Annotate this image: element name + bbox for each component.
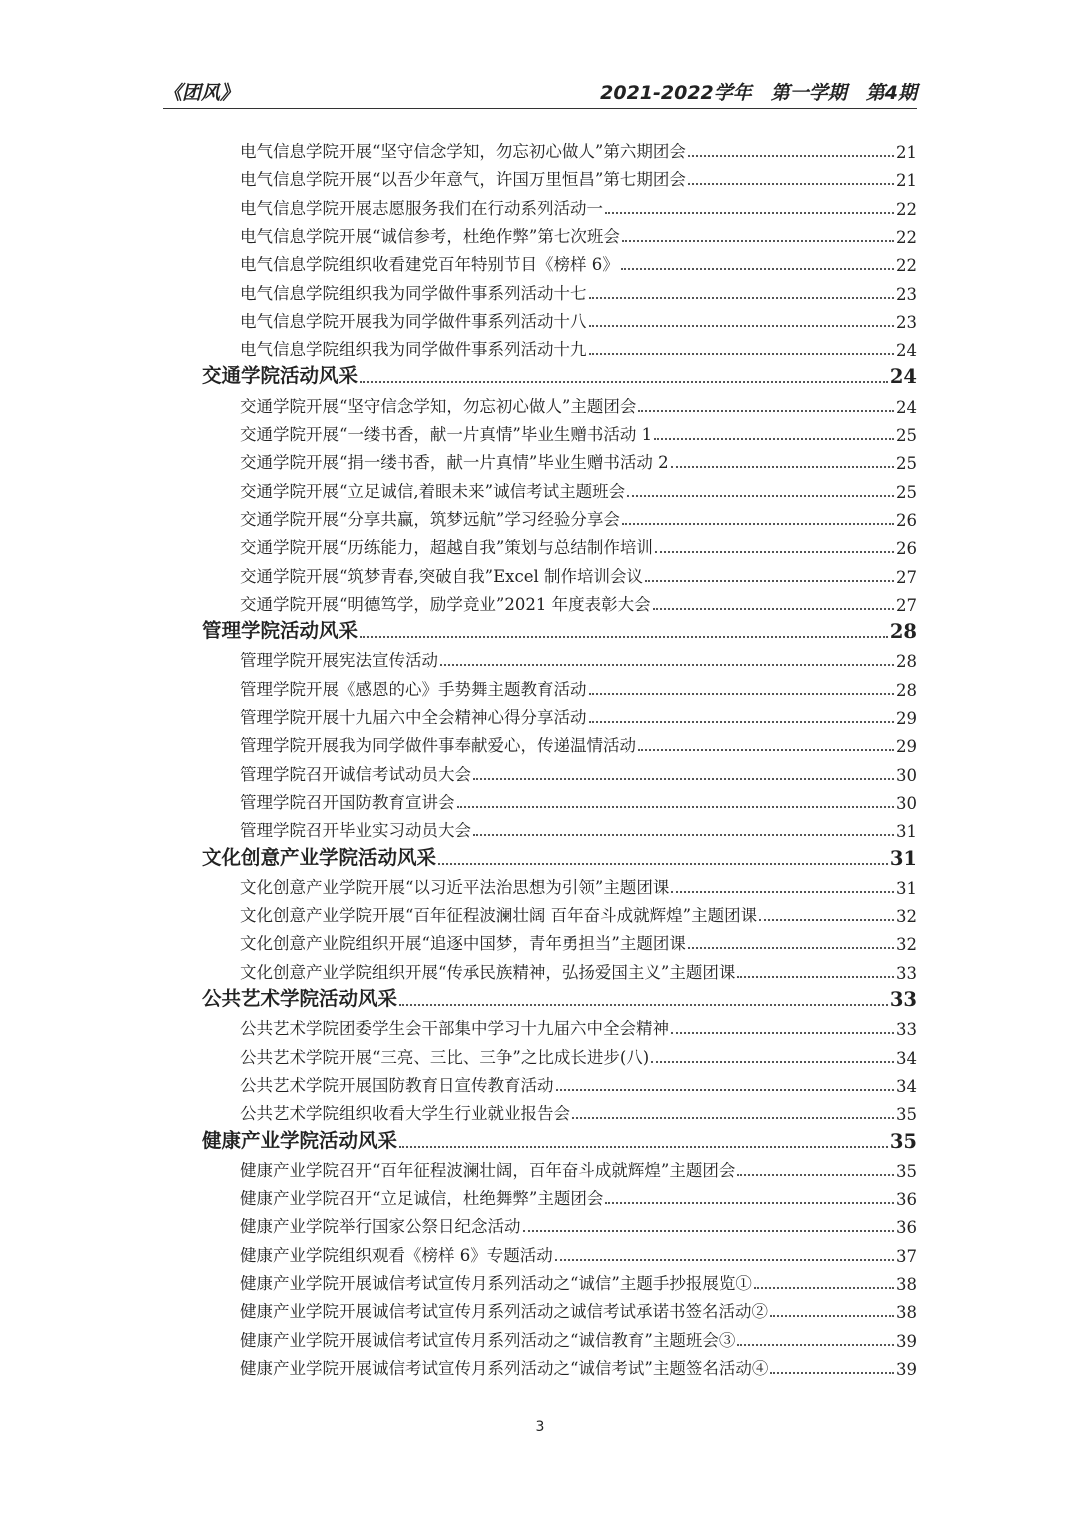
toc-entry-row[interactable] [240, 278, 917, 304]
entry-title: 文化创意产业学院组织开展“传承民族精神，弘扬爱国主义”主题团课 [240, 962, 736, 982]
dot-leader [770, 1315, 894, 1317]
entry-title: 交通学院开展“筑梦青春,突破自我”Excel 制作培训会议 [240, 566, 643, 586]
toc-entry-row[interactable] [240, 730, 917, 756]
page-ref: 32 [896, 935, 917, 955]
entry-title: 管理学院开展我为同学做件事奉献爱心，传递温情活动 [240, 736, 636, 756]
page-ref: 29 [896, 709, 917, 728]
dot-leader [457, 806, 895, 808]
page-ref: 23 [896, 312, 917, 332]
dot-leader [645, 580, 894, 582]
toc-entry-row[interactable] [240, 306, 917, 332]
entry-title: 健康产业学院开展诚信考试宣传月系列活动之“诚信”主题手抄报展览① [240, 1274, 752, 1293]
entry-title: 健康产业学院开展诚信考试宣传月系列活动之诚信考试承诺书签名活动② [240, 1302, 768, 1322]
toc-entry-row[interactable] [240, 532, 917, 558]
entry-title: 电气信息学院开展“坚守信念学知，勿忘初心做人”第六期团会 [240, 142, 686, 161]
toc-section-row[interactable] [202, 617, 917, 643]
toc-entry-row[interactable] [240, 561, 917, 587]
dot-leader [622, 523, 894, 525]
page-ref: 34 [896, 1048, 917, 1068]
toc-entry-row[interactable] [240, 1353, 917, 1379]
toc-entry-row[interactable] [240, 249, 917, 275]
page-ref: 34 [896, 1076, 917, 1096]
issue-info: 2021-2022学年 第一学期 第4期 [600, 82, 917, 104]
page-ref: 25 [896, 454, 917, 474]
toc-entry-row[interactable] [240, 1240, 917, 1266]
dot-leader [688, 947, 894, 949]
entry-title: 健康产业学院举行国家公祭日纪念活动 [240, 1217, 521, 1237]
dot-leader [360, 636, 888, 638]
entry-title: 交通学院开展“坚守信念学知，勿忘初心做人”主题团会 [240, 396, 637, 416]
dot-leader [688, 183, 894, 185]
page-ref: 28 [896, 680, 917, 700]
toc-entry-row[interactable] [240, 476, 917, 502]
page-ref: 24 [896, 341, 917, 361]
page-ref: 30 [896, 793, 917, 813]
entry-title: 健康产业学院开展诚信考试宣传月系列活动之“诚信教育”主题班会③ [240, 1330, 736, 1350]
publication-title: 《团风》 [163, 82, 240, 104]
toc-entry-row[interactable] [240, 759, 917, 785]
entry-title: 管理学院开展宪法宣传活动 [240, 651, 438, 671]
toc-entry-row[interactable] [240, 447, 917, 473]
entry-title: 电气信息学院开展“诚信参考，杜绝作弊”第七次班会 [240, 226, 620, 246]
page-ref: 38 [896, 1303, 917, 1323]
toc-entry-row[interactable] [240, 1155, 917, 1181]
entry-title: 公共艺术学院开展“三亮、三比、三争”之比成长进步(八) [240, 1047, 650, 1067]
entry-title: 电气信息学院开展我为同学做件事系列活动十八 [240, 311, 587, 331]
entry-title: 电气信息学院组织我为同学做件事系列活动十九 [240, 340, 587, 360]
toc-entry-row[interactable] [240, 900, 917, 926]
page-ref: 39 [896, 1359, 917, 1379]
page-ref: 38 [896, 1275, 917, 1294]
dot-leader [589, 297, 895, 299]
page-ref: 24 [889, 365, 917, 389]
dot-leader [754, 1287, 894, 1289]
dot-leader [572, 1117, 894, 1119]
toc-entry-row[interactable] [240, 589, 917, 615]
page-ref: 23 [896, 284, 917, 304]
section-title: 文化创意产业学院活动风采 [202, 845, 437, 869]
dot-leader [627, 495, 894, 497]
dot-leader [523, 1230, 895, 1232]
entry-title: 电气信息学院开展“以吾少年意气，许国万里恒昌”第七期团会 [240, 170, 686, 190]
page-ref: 39 [896, 1331, 917, 1351]
entry-title: 电气信息学院开展志愿服务我们在行动系列活动一 [240, 198, 603, 218]
toc-entry-row[interactable] [240, 1211, 917, 1237]
page-ref: 21 [896, 143, 917, 162]
dot-leader [556, 1089, 895, 1091]
page-ref: 22 [896, 199, 917, 219]
toc-entry-row[interactable] [240, 1042, 917, 1068]
page-ref: 35 [896, 1161, 917, 1181]
dot-leader [651, 1061, 894, 1063]
dot-leader [770, 1372, 894, 1374]
entry-title: 公共艺术学院开展国防教育日宣传教育活动 [240, 1075, 554, 1095]
page-number: 3 [535, 1419, 545, 1435]
toc-entry-row[interactable] [240, 391, 917, 417]
page-ref: 25 [896, 482, 917, 502]
dot-leader [671, 1032, 894, 1034]
entry-title: 文化创意产业学院开展“以习近平法治思想为引领”主题团课 [240, 877, 670, 897]
entry-title: 交通学院开展“分享共赢，筑梦远航”学习经验分享会 [240, 509, 620, 529]
page-ref: 28 [896, 652, 917, 672]
entry-title: 文化创意产业学院开展“百年征程波澜壮阔 百年奋斗成就辉煌”主题团课 [240, 906, 758, 926]
entry-title: 管理学院召开毕业实习动员大会 [240, 821, 471, 841]
page-ref: 22 [896, 256, 917, 276]
page-ref: 27 [896, 567, 917, 587]
dot-leader [589, 721, 895, 723]
page-ref: 37 [896, 1246, 917, 1266]
toc-entry-row[interactable] [240, 164, 917, 190]
section-title: 公共艺术学院活动风采 [202, 987, 398, 1010]
dot-leader [737, 1174, 894, 1176]
toc-entry-row[interactable] [240, 1013, 917, 1039]
dot-leader [605, 212, 894, 214]
dot-leader [737, 1344, 894, 1346]
toc-entry-row[interactable] [240, 419, 917, 445]
entry-title: 交通学院开展“明德笃学，励学竞业”2021 年度表彰大会 [240, 594, 651, 614]
dot-leader [759, 919, 894, 921]
entry-title: 健康产业学院召开“立足诚信，杜绝舞弊”主题团会 [240, 1189, 604, 1209]
dot-leader [621, 268, 894, 270]
entry-title: 电气信息学院组织我为同学做件事系列活动十七 [240, 283, 587, 303]
page-ref: 33 [896, 1020, 917, 1040]
page-ref: 35 [889, 1129, 917, 1153]
page-ref: 24 [896, 397, 917, 417]
dot-leader [360, 381, 888, 383]
toc-section-row[interactable] [202, 362, 917, 388]
toc-entry-row[interactable] [240, 1070, 917, 1096]
page-ref: 31 [896, 822, 917, 842]
entry-title: 文化创意产业院组织开展“追逐中国梦，青年勇担当”主题团课 [240, 934, 686, 954]
toc-entry-row[interactable] [240, 1098, 917, 1124]
toc-entry-row[interactable] [240, 1296, 917, 1322]
page-ref: 26 [896, 539, 917, 559]
toc-section-row[interactable] [202, 1127, 917, 1153]
toc-entry-row[interactable] [240, 702, 917, 728]
toc-entry-row[interactable] [240, 1183, 917, 1209]
section-title: 管理学院活动风采 [202, 619, 359, 643]
entry-title: 交通学院开展“历练能力，超越自我”策划与总结制作培训 [240, 538, 653, 558]
toc-entry-row[interactable] [240, 957, 917, 983]
dot-leader [655, 551, 894, 553]
page-ref: 32 [896, 907, 917, 927]
dot-leader [737, 976, 894, 978]
dot-leader [688, 155, 894, 157]
toc-entry-row[interactable] [240, 674, 917, 700]
dot-leader [473, 778, 894, 780]
dot-leader [654, 438, 894, 440]
dot-leader [399, 1004, 888, 1006]
dot-leader [440, 664, 894, 666]
section-title: 交通学院活动风采 [202, 364, 359, 388]
entry-title: 管理学院开展十九届六中全会精神心得分享活动 [240, 708, 587, 727]
dot-leader [638, 749, 894, 751]
entry-title: 交通学院开展“一缕书香，献一片真情”毕业生赠书活动 1 [240, 425, 653, 444]
entry-title: 管理学院召开国防教育宣讲会 [240, 792, 455, 812]
toc-entry-row[interactable] [240, 221, 917, 247]
page-ref: 33 [896, 963, 917, 983]
dot-leader [473, 834, 894, 836]
toc-entry-row[interactable] [240, 504, 917, 530]
page-ref: 31 [896, 878, 917, 898]
toc-entry-row[interactable] [240, 787, 917, 813]
page-ref: 27 [896, 595, 917, 615]
toc-entry-row[interactable] [240, 872, 917, 898]
toc-entry-row[interactable] [240, 193, 917, 219]
toc-entry-row[interactable] [240, 928, 917, 954]
page-ref: 25 [896, 426, 917, 445]
section-title: 健康产业学院活动风采 [202, 1128, 398, 1152]
dot-leader [555, 1259, 894, 1261]
page-header [163, 78, 917, 109]
entry-title: 健康产业学院召开“百年征程波澜壮阔，百年奋斗成就辉煌”主题团会 [240, 1160, 736, 1180]
page-ref: 30 [896, 765, 917, 785]
page-ref: 33 [889, 988, 917, 1011]
entry-title: 管理学院召开诚信考试动员大会 [240, 764, 471, 784]
dot-leader [653, 608, 894, 610]
dot-leader [438, 863, 888, 865]
page-ref: 21 [896, 171, 917, 191]
page-ref: 36 [896, 1190, 917, 1210]
toc-section-row[interactable] [202, 844, 917, 870]
entry-title: 公共艺术学院组织收看大学生行业就业报告会 [240, 1104, 570, 1124]
dot-leader [605, 1202, 894, 1204]
toc-section-row[interactable] [202, 985, 917, 1011]
page-ref: 26 [896, 510, 917, 530]
dot-leader [589, 325, 895, 327]
entry-title: 交通学院开展“捐一缕书香，献一片真情”毕业生赠书活动 2 [240, 453, 669, 473]
entry-title: 健康产业学院开展诚信考试宣传月系列活动之“诚信考试”主题签名活动④ [240, 1358, 769, 1378]
page-ref: 28 [889, 620, 917, 644]
dot-leader [671, 891, 894, 893]
page-ref: 31 [889, 846, 917, 870]
toc-entry-row[interactable] [240, 645, 917, 671]
toc-entry-row[interactable] [240, 1325, 917, 1351]
dot-leader [622, 240, 894, 242]
entry-title: 公共艺术学院团委学生会干部集中学习十九届六中全会精神 [240, 1019, 669, 1039]
toc-entry-row[interactable] [240, 136, 917, 162]
dot-leader [399, 1146, 888, 1148]
page-ref: 35 [896, 1105, 917, 1125]
toc-entry-row[interactable] [240, 1268, 917, 1294]
page-ref: 36 [896, 1218, 917, 1238]
toc-entry-row[interactable] [240, 815, 917, 841]
dot-leader [671, 466, 894, 468]
dot-leader [589, 353, 895, 355]
entry-title: 交通学院开展“立足诚信,着眼未来”诚信考试主题班会 [240, 481, 626, 501]
page-ref: 22 [896, 227, 917, 247]
entry-title: 健康产业学院组织观看《榜样 6》专题活动 [240, 1245, 553, 1265]
dot-leader [589, 693, 895, 695]
page-ref: 29 [896, 737, 917, 757]
entry-title: 管理学院开展《感恩的心》手势舞主题教育活动 [240, 679, 587, 699]
toc-entry-row[interactable] [240, 334, 917, 360]
entry-title: 电气信息学院组织收看建党百年特别节目《榜样 6》 [240, 255, 619, 275]
dot-leader [638, 410, 894, 412]
